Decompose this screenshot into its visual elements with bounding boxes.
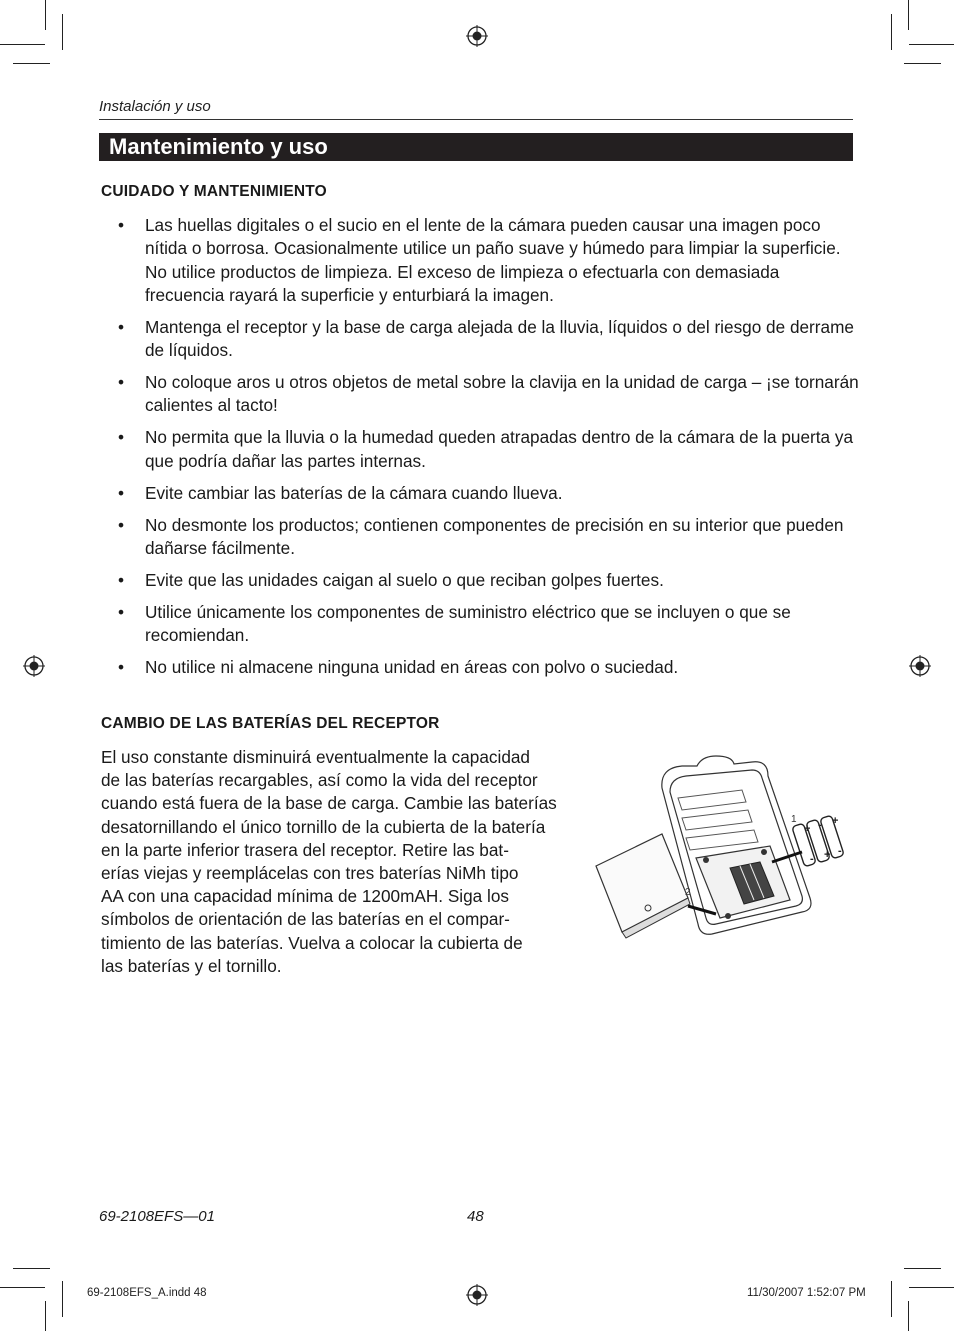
crop-mark <box>891 14 892 50</box>
paragraph-line: de las baterías recargables, así como la vida del receptor <box>101 770 538 791</box>
slug-file: 69-2108EFS_A.indd 48 <box>87 1287 207 1299</box>
callout-label-1: 1 <box>791 814 797 825</box>
list-item-text: Utilice únicamente los componentes de suministro eléctrico que se incluyen o que se recomiendan. <box>145 601 791 646</box>
list-item <box>101 482 861 505</box>
crop-mark <box>908 0 909 30</box>
paragraph-line: El uso constante disminuirá eventualmente la capacidad <box>101 747 530 767</box>
list-item <box>101 656 861 679</box>
paragraph-line: las baterías y el tornillo. <box>101 955 282 976</box>
aa-batteries <box>792 815 844 867</box>
list-item-text: No coloque aros u otros objetos de metal sobre la clavija en la unidad de carga – ¡se tornarán calientes al tacto! <box>145 372 859 416</box>
care-list <box>101 214 861 688</box>
bullet: • <box>118 569 125 590</box>
list-item <box>101 569 861 592</box>
crop-mark <box>13 63 50 64</box>
bullet: • <box>118 482 125 503</box>
list-item <box>101 426 861 473</box>
plus-symbol: + <box>804 823 811 835</box>
list-item-text: No desmonte los productos; contienen componentes de precisión en su interior que pueden dañarse fácilmente. <box>145 514 844 558</box>
paragraph-line: en la parte inferior trasera del receptor. Retire las bat- <box>101 839 509 860</box>
list-item-text: No permita que la lluvia o la humedad queden atrapadas dentro de la cámara de la puerta ya que podría dañar las partes internas. <box>145 427 854 471</box>
plus-symbol: + <box>832 815 839 827</box>
crop-mark <box>909 1287 954 1288</box>
crop-mark <box>904 1268 941 1269</box>
crop-mark <box>0 44 45 45</box>
page-title: Mantenimiento y uso <box>99 133 853 161</box>
paragraph-line: timiento de las baterías. Vuelva a colocar la cubierta de <box>101 932 523 953</box>
battery-cover <box>596 834 690 938</box>
list-item <box>101 316 861 363</box>
care-heading: CUIDADO Y MANTENIMIENTO <box>101 183 327 200</box>
battery-paragraph <box>101 746 631 978</box>
paragraph-line: cuando está fuera de la base de carga. Cambie las baterías <box>101 793 557 814</box>
crop-mark <box>45 1301 46 1331</box>
list-item <box>101 514 861 561</box>
paragraph-line: símbolos de orientación de las baterías en el compar- <box>101 909 510 930</box>
minus-symbol: - <box>818 819 822 831</box>
list-item-text: Evite que las unidades caigan al suelo o que reciban golpes fuertes. <box>145 569 664 590</box>
bullet: • <box>118 514 125 535</box>
slug-timestamp: 11/30/2007 1:52:07 PM <box>747 1287 866 1299</box>
minus-symbol: - <box>838 845 842 857</box>
crop-mark <box>62 1281 63 1317</box>
crop-mark <box>904 63 941 64</box>
crop-mark <box>0 1287 45 1288</box>
bullet: • <box>118 215 125 235</box>
paragraph-line: AA con una capacidad mínima de 1200mAH. Siga los <box>101 886 509 907</box>
plus-symbol: + <box>824 849 831 861</box>
callout-label-2: 2 <box>685 887 691 898</box>
bullet: • <box>118 316 125 337</box>
crop-mark <box>908 1301 909 1331</box>
minus-symbol: - <box>810 853 814 865</box>
registration-mark-icon <box>909 655 931 677</box>
bullet: • <box>118 372 125 393</box>
receiver-grille <box>678 790 758 850</box>
crop-mark <box>45 0 46 30</box>
crop-mark <box>891 1281 892 1317</box>
battery-heading: CAMBIO DE LAS BATERÍAS DEL RECEPTOR <box>101 715 440 732</box>
page-number: 48 <box>467 1208 484 1225</box>
paragraph-line: erías viejas y reemplácelas con tres baterías NiMh tipo <box>101 863 519 884</box>
list-item <box>101 371 861 418</box>
registration-mark-icon <box>466 25 488 47</box>
list-item <box>101 214 861 307</box>
list-item <box>101 601 861 648</box>
crop-mark <box>909 44 954 45</box>
header-rule <box>99 119 853 120</box>
list-item-text: No utilice ni almacene ninguna unidad en áreas con polvo o suciedad. <box>145 657 679 678</box>
list-item-text: Mantenga el receptor y la base de carga alejada de la lluvia, líquidos o del riesgo de derrame de líquidos. <box>145 316 854 361</box>
list-item-text: Evite cambiar las baterías de la cámara cuando llueva. <box>145 482 563 503</box>
bullet: • <box>118 657 125 678</box>
paragraph-line: desatornillando el único tornillo de la cubierta de la batería <box>101 816 546 837</box>
list-item-text: Las huellas digitales o el sucio en el lente de la cámara pueden causar una imagen poco nítida o borrosa. Ocasionalmente utilice un paño suave y húmedo para limpiar la superficie. No utilice productos de limpieza. El exceso de limpieza o efectuarla con demasiada frecuencia rayará la superficie y enturbiará la imagen. <box>145 215 841 305</box>
registration-mark-icon <box>466 1284 488 1306</box>
battery-compartment <box>696 846 790 919</box>
bullet: • <box>118 601 125 622</box>
bullet: • <box>118 427 125 448</box>
doc-number: 69-2108EFS—01 <box>99 1208 215 1225</box>
running-head: Instalación y uso <box>99 98 211 115</box>
battery-replacement-illustration <box>592 748 862 943</box>
crop-mark <box>62 14 63 50</box>
crop-mark <box>13 1268 50 1269</box>
registration-mark-icon <box>23 655 45 677</box>
